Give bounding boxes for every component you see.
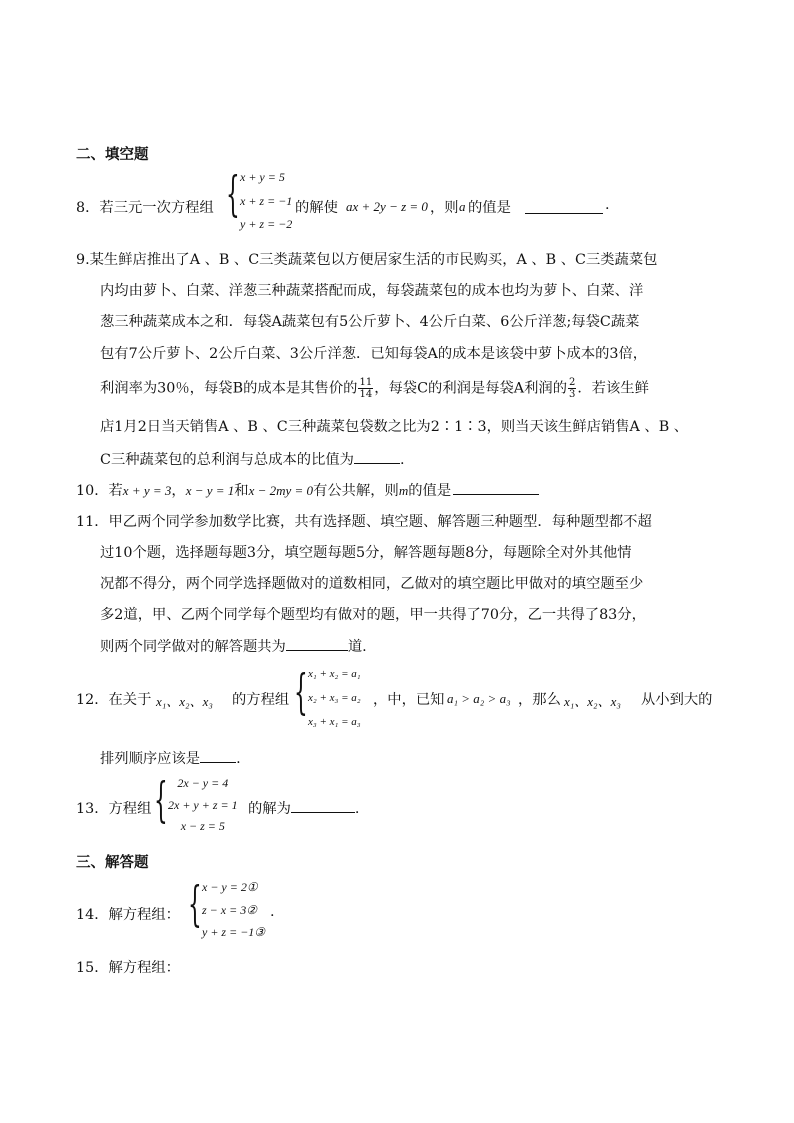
q12-then: ，那么 bbox=[518, 692, 561, 708]
q12-equations bbox=[308, 668, 361, 728]
question-9 bbox=[76, 250, 736, 470]
q14-equation-system bbox=[188, 876, 266, 940]
q9-line-3: 葱三种蔬菜成本之和．每袋A蔬菜包有5公斤萝卜、4公斤白菜、6公斤洋葱;每袋C蔬菜 bbox=[100, 314, 640, 330]
q12-vars-2: x₁、x₂、x₃ bbox=[564, 694, 621, 709]
q14-eq-3: y + z = −1③ bbox=[202, 925, 266, 939]
q11-line-5 bbox=[100, 636, 367, 657]
q8-equation-system bbox=[226, 166, 293, 232]
brace-icon: { bbox=[294, 664, 308, 720]
frac-numerator: 11 bbox=[359, 377, 373, 388]
question-11 bbox=[76, 512, 736, 655]
q9-line-5c: ．若该生鲜 bbox=[577, 380, 649, 397]
brace-icon: { bbox=[188, 876, 202, 932]
brace-icon: { bbox=[154, 772, 168, 828]
q9-line-2: 内均由萝卜、白菜、洋葱三种蔬菜搭配而成，每袋蔬菜包的成本也均为萝卜、白菜、洋 bbox=[100, 283, 644, 299]
q10-prefix: 10．若 bbox=[76, 483, 123, 499]
q13-mid bbox=[248, 798, 359, 818]
q8-tail: . bbox=[605, 197, 610, 213]
q10-eq-1: x + y = 3 bbox=[122, 483, 172, 498]
frac-denominator: 14 bbox=[359, 389, 373, 400]
q12-line-2 bbox=[100, 748, 241, 769]
q10-answer-blank bbox=[453, 480, 539, 495]
q14-eq-1: x − y = 2① bbox=[202, 880, 258, 894]
q12-answer-blank bbox=[200, 748, 236, 763]
q9-line-7 bbox=[100, 449, 405, 470]
q11-line-2: 过10个题，选择题每题3分，填空题每题5分，解答题每题8分，每题除全对外其他情 bbox=[100, 545, 632, 561]
q12-end: . bbox=[236, 751, 241, 767]
q9-end: . bbox=[399, 452, 405, 468]
q8-mid: 的解使 bbox=[295, 200, 338, 216]
q9-line-1: 9.某生鲜店推出了A 、B 、C三类蔬菜包以方便居家生活的市民购买，A 、B 、C三类蔬菜包 bbox=[76, 252, 658, 268]
q8-end: 的值是 bbox=[468, 200, 511, 216]
q10-end: 的值是 bbox=[408, 483, 452, 499]
q12-eq-3: x₃ + x₁ = a₃ bbox=[308, 716, 361, 728]
q9-line-5 bbox=[100, 377, 649, 400]
q10-eq-3: x − 2my = 0 bbox=[248, 483, 314, 498]
q10-eq-2: x − y = 1 bbox=[185, 483, 235, 498]
q12-equation-system bbox=[294, 664, 361, 728]
q12-eq-2: x₂ + x₃ = a₂ bbox=[308, 692, 361, 704]
question-14 bbox=[76, 876, 476, 942]
q12-prefix: 12．在关于 bbox=[76, 692, 152, 708]
q8-answer-blank bbox=[525, 199, 603, 214]
q14-prefix: 14．解方程组： bbox=[76, 907, 180, 923]
q12-eq-1: x₁ + x₂ = a₁ bbox=[308, 668, 361, 680]
q11-line-5-text: 则两个同学做对的解答题共为 bbox=[100, 639, 286, 655]
q13-result-label: 的解为 bbox=[248, 801, 291, 817]
q13-eq-3: x − z = 5 bbox=[180, 819, 225, 833]
q8-equations bbox=[240, 170, 292, 232]
q11-end: 道. bbox=[347, 639, 367, 655]
frac-numerator: 2 bbox=[569, 377, 576, 388]
q10-comma: ， bbox=[171, 483, 186, 499]
question-12 bbox=[76, 664, 736, 768]
section-heading-solve: 三、解答题 bbox=[76, 855, 149, 871]
q8-prefix: 8．若三元一次方程组 bbox=[76, 200, 214, 216]
q8-eq-2: x + z = −1 bbox=[240, 193, 293, 208]
q8-eq-3: y + z = −2 bbox=[240, 217, 293, 231]
q11-line-3: 况都不得分，两个同学选择题做对的道数相同，乙做对的填空题比甲做对的填空题至少 bbox=[100, 576, 644, 592]
q10-var: m bbox=[398, 483, 409, 498]
q11-line-1: 11．甲乙两个同学参加数学比赛，共有选择题、填空题、解答题三种题型．每种题型都不超 bbox=[76, 514, 652, 530]
q10-mid: 有公共解，则 bbox=[313, 483, 399, 499]
q13-eq-2: 2x + y + z = 1 bbox=[168, 797, 238, 812]
q14-eq-2: z − x = 3② bbox=[202, 902, 257, 917]
q8-expression: ax + 2y − z = 0 bbox=[346, 199, 428, 214]
fraction-11-14 bbox=[358, 377, 373, 400]
question-10 bbox=[76, 480, 539, 501]
q12-vars: x₁、x₂、x₃ bbox=[156, 694, 213, 709]
q11-line-4: 多2道，甲、乙两个同学每个题型均有做对的题，甲一共得了70分，乙一共得了83分， bbox=[100, 607, 646, 623]
q13-equation-system bbox=[154, 772, 238, 834]
question-15: 15．解方程组： bbox=[76, 960, 180, 976]
q14-equations bbox=[202, 880, 265, 940]
q12-order: 从小到大的 bbox=[641, 692, 713, 708]
q9-line-5a: 利润率为30％，每袋B的成本是其售价的 bbox=[100, 380, 358, 397]
q11-answer-blank bbox=[286, 636, 348, 651]
q12-condition: a₁ > a₂ > a₃ bbox=[447, 691, 511, 706]
q10-and: 和 bbox=[234, 483, 249, 499]
q14-end: . bbox=[270, 904, 275, 920]
question-13 bbox=[76, 772, 736, 836]
q9-line-4: 包有7公斤萝卜、2公斤白菜、3公斤洋葱．已知每袋A的成本是该袋中萝卜成本的3倍， bbox=[100, 346, 648, 362]
q12-mid: ，中，已知 bbox=[373, 692, 445, 708]
q12-system-label: 的方程组 bbox=[232, 692, 290, 708]
section-heading-fill-blank: 二、填空题 bbox=[76, 147, 149, 163]
q13-equations bbox=[168, 776, 238, 834]
q8-suffix: ，则 bbox=[430, 200, 459, 216]
q13-answer-blank bbox=[291, 798, 355, 813]
brace-icon: { bbox=[226, 166, 240, 222]
frac-denominator: 3 bbox=[569, 389, 576, 400]
q9-line-7-text: C三种蔬菜包的总利润与总成本的比值为 bbox=[100, 452, 354, 468]
q13-eq-1: 2x − y = 4 bbox=[177, 776, 229, 790]
q12-line-2-text: 排列顺序应该是 bbox=[100, 751, 201, 767]
q13-end: . bbox=[354, 801, 360, 817]
fraction-2-3 bbox=[568, 377, 576, 400]
q8-eq-1: x + y = 5 bbox=[240, 170, 285, 184]
q9-answer-blank bbox=[354, 449, 400, 464]
q9-line-6: 店1月2日当天销售A 、B 、C三种蔬菜包袋数之比为2∶1∶3，则当天该生鲜店销售A 、B 、 bbox=[100, 419, 689, 435]
q13-prefix: 13．方程组 bbox=[76, 801, 152, 817]
q9-line-5b: ，每袋C的利润是每袋A利润的 bbox=[374, 380, 568, 397]
q8-var: a bbox=[459, 199, 466, 214]
